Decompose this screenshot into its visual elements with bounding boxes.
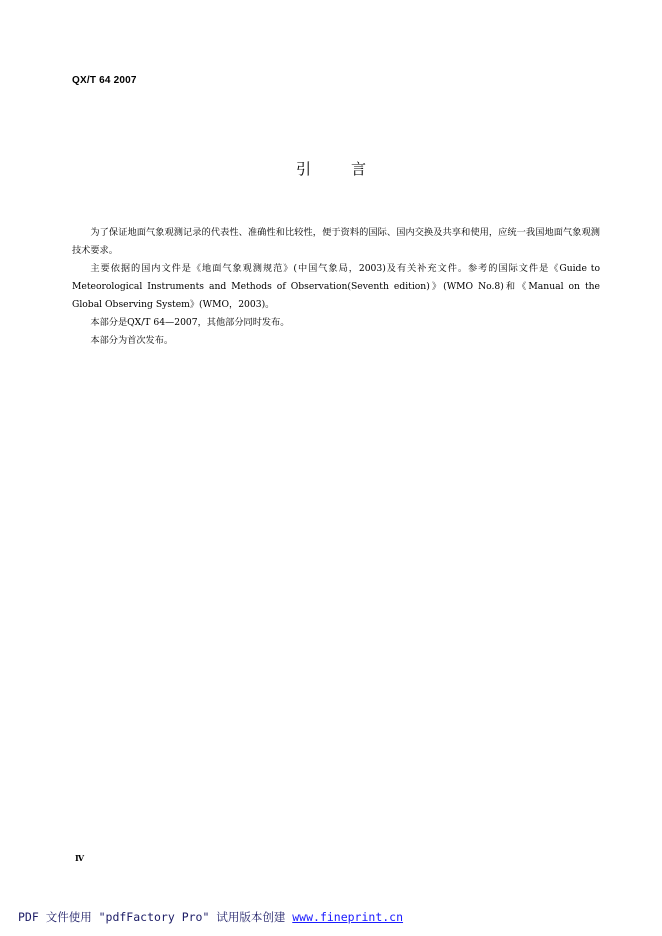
paragraph-references: 主要依据的国内文件是《地面气象观测规范》(中国气象局，2003)及有关补充文件。参考的国际文件是《Guide to Meteorological Instruments and Methods of Observation(Seventh edition)》(WMO No.8)和《Manual on the Global Observing System》(WMO，2003)。 (72, 263, 600, 310)
fineprint-link[interactable]: www.fineprint.cn (292, 910, 404, 924)
page-title: 引言 (295, 160, 406, 178)
paragraph-first-release: 本部分为首次发布。 (90, 335, 174, 346)
page-number: Ⅳ (75, 853, 85, 863)
paragraph-purpose: 为了保证地面气象观测记录的代表性、准确性和比较性，便于资料的国际、国内交换及共享和使用，应统一我国地面气象观测技术要求。 (72, 227, 600, 256)
standard-code-header: QX/T 64 2007 (72, 75, 137, 86)
paragraph-parts: 本部分是QX/T 64—2007，其他部分同时发布。 (90, 317, 290, 328)
watermark-text: PDF 文件使用 "pdfFactory Pro" 试用版本创建 (18, 910, 293, 924)
pdf-factory-watermark (18, 909, 403, 925)
introduction-body (72, 224, 600, 350)
